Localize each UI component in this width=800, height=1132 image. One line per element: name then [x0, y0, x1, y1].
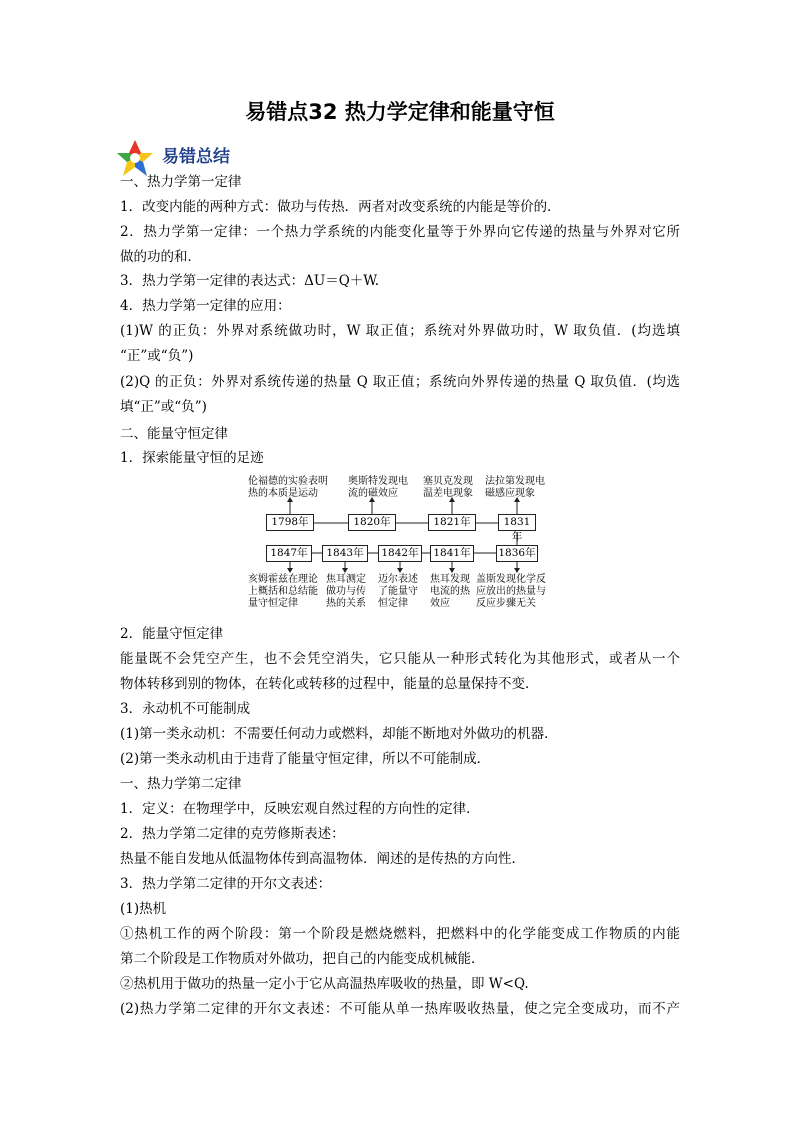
- text-line: (1)第一类永动机：不需要任何动力或燃料，却能不断地对外做功的机器．: [120, 726, 558, 742]
- text-line: 1．改变内能的两种方式：做功与传热．两者对改变系统的内能是等价的．: [120, 199, 561, 215]
- timeline-caption: 焦耳发现 电流的热 效应: [430, 574, 470, 609]
- text-line: 4．热力学第一定律的应用：: [120, 298, 291, 314]
- text-line: 二、能量守恒定律: [120, 426, 228, 442]
- text-line: 3．永动机不可能制成: [120, 701, 251, 717]
- text-line: 3．热力学第二定律的开尔文表述：: [120, 876, 332, 892]
- text-line: (2)第一类永动机由于违背了能量守恒定律，所以不可能制成．: [120, 751, 491, 767]
- timeline-year-box: 1841年: [430, 545, 474, 562]
- energy-timeline-diagram: [242, 472, 546, 618]
- text-line: 热量不能自发地从低温物体传到高温物体．阐述的是传热的方向性．: [120, 851, 525, 867]
- text-line: 物体转移到别的物体，在转化或转移的过程中，能量的总量保持不变．: [120, 676, 539, 692]
- timeline-caption: 塞贝克发现 温差电现象: [423, 476, 473, 499]
- timeline-caption: 亥姆霍兹在理论 上概括和总结能 量守恒定律: [248, 574, 318, 609]
- text-line: (1)热机: [120, 901, 167, 917]
- timeline-caption: 盖斯发现化学反 应放出的热量与 反应步骤无关: [476, 574, 546, 609]
- timeline-year-box: 1842年: [378, 545, 422, 562]
- timeline-caption: 法拉第发现电 磁感应现象: [485, 476, 545, 499]
- text-line: 一、热力学第二定律: [120, 776, 242, 792]
- timeline-year-box: 1843年: [322, 545, 368, 562]
- text-line: 一、热力学第一定律: [120, 174, 242, 190]
- text-line: 2．热力学第一定律：一个热力学系统的内能变化量等于外界向它传递的热量与外界对它所: [120, 224, 680, 240]
- timeline-year-box: 1820年: [348, 514, 396, 531]
- timeline-year-box: 1831年: [498, 514, 536, 531]
- text-line: 第二个阶段是工作物质对外做功，把自己的内能变成机械能．: [120, 951, 485, 967]
- timeline-year-box: 1847年: [266, 545, 312, 562]
- text-line: (2)Q 的正负：外界对系统传递的热量 Q 取正值；系统向外界传递的热量 Q 取负值．(均选: [120, 374, 680, 390]
- text-line: (1)W 的正负：外界对系统做功时，W 取正值；系统对外界做功时，W 取负值．(均选填: [120, 323, 680, 339]
- text-line: ①热机工作的两个阶段：第一个阶段是燃烧燃料，把燃料中的化学能变成工作物质的内能: [120, 926, 680, 942]
- text-line: 1．探索能量守恒的足迹: [120, 450, 264, 466]
- timeline-year-box: 1821年: [428, 514, 476, 531]
- text-line: 填“正”或“负”): [120, 399, 207, 415]
- timeline-caption: 焦耳测定 做功与传 热的关系: [326, 574, 366, 609]
- page-title: 易错点32 热力学定律和能量守恒: [245, 100, 555, 124]
- timeline-year-box: 1836年: [496, 545, 538, 562]
- timeline-caption: 迈尔表述 了能量守 恒定律: [378, 574, 418, 609]
- timeline-year-box: 1798年: [266, 514, 314, 531]
- section-heading-label: 易错总结: [162, 147, 230, 167]
- text-line: 2．能量守恒定律: [120, 626, 224, 642]
- timeline-caption: 奥斯特发现电 流的磁效应: [348, 476, 408, 499]
- text-line: 2．热力学第二定律的克劳修斯表述：: [120, 826, 345, 842]
- text-line: 能量既不会凭空产生，也不会凭空消失，它只能从一种形式转化为其他形式，或者从一个: [120, 651, 680, 667]
- text-line: (2)热力学第二定律的开尔文表述：不可能从单一热库吸收热量，使之完全变成功，而不产: [120, 1001, 680, 1017]
- text-line: 3．热力学第一定律的表达式：ΔU＝Q＋W.: [120, 273, 380, 289]
- timeline-caption: 伦福德的实验表明 热的本质是运动: [248, 476, 328, 499]
- text-line: 做的功的和．: [120, 249, 201, 265]
- text-line: “正”或“负”): [120, 348, 194, 364]
- text-line: ②热机用于做功的热量一定小于它从高温热库吸收的热量，即 W<Q.: [120, 976, 529, 992]
- text-line: 1．定义：在物理学中，反映宏观自然过程的方向性的定律．: [120, 801, 480, 817]
